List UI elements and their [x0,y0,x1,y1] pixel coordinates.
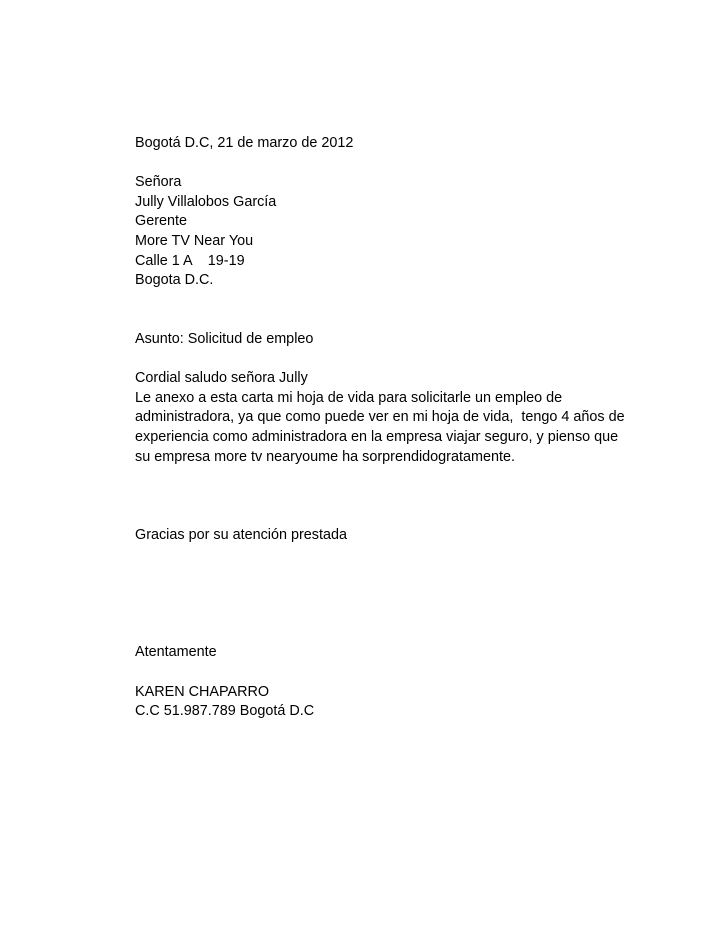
greeting-line: Cordial saludo señora Jully [135,370,308,387]
spacer [135,154,635,174]
subject-line: Asunto: Solicitud de empleo [135,330,314,347]
recipient-city: Bogota D.C. [135,272,214,289]
spacer [135,467,635,526]
body-line: administradora, ya que como puede ver en mi hoja de vida, tengo 4 años de [135,409,625,426]
letter-body [135,134,635,722]
body-line: Le anexo a esta carta mi hoja de vida para solicitarle un empleo de [135,389,563,406]
recipient-company: More TV Near You [135,232,254,249]
recipient-position: Gerente [135,213,187,230]
spacer [135,663,635,683]
recipient-block [135,173,635,291]
spacer [135,350,635,370]
signature-name: KAREN CHAPARRO [135,683,270,700]
closing-line: Atentamente [135,644,217,661]
recipient-address: Calle 1 A 19-19 [135,252,245,269]
signature-block [135,683,635,722]
signature-id: C.C 51.987.789 Bogotá D.C [135,703,315,720]
recipient-name: Jully Villalobos García [135,193,277,210]
body-line: su empresa more tv nearyoume ha sorprendidogratamente. [135,448,515,465]
spacer [135,291,635,330]
spacer [135,545,635,643]
body-paragraph [135,389,635,467]
date-line: Bogotá D.C, 21 de marzo de 2012 [135,135,354,151]
body-line: experiencia como administradora en la empresa viajar seguro, y pienso que [135,428,619,445]
thanks-line: Gracias por su atención prestada [135,526,347,543]
recipient-salutation: Señora [135,174,182,191]
